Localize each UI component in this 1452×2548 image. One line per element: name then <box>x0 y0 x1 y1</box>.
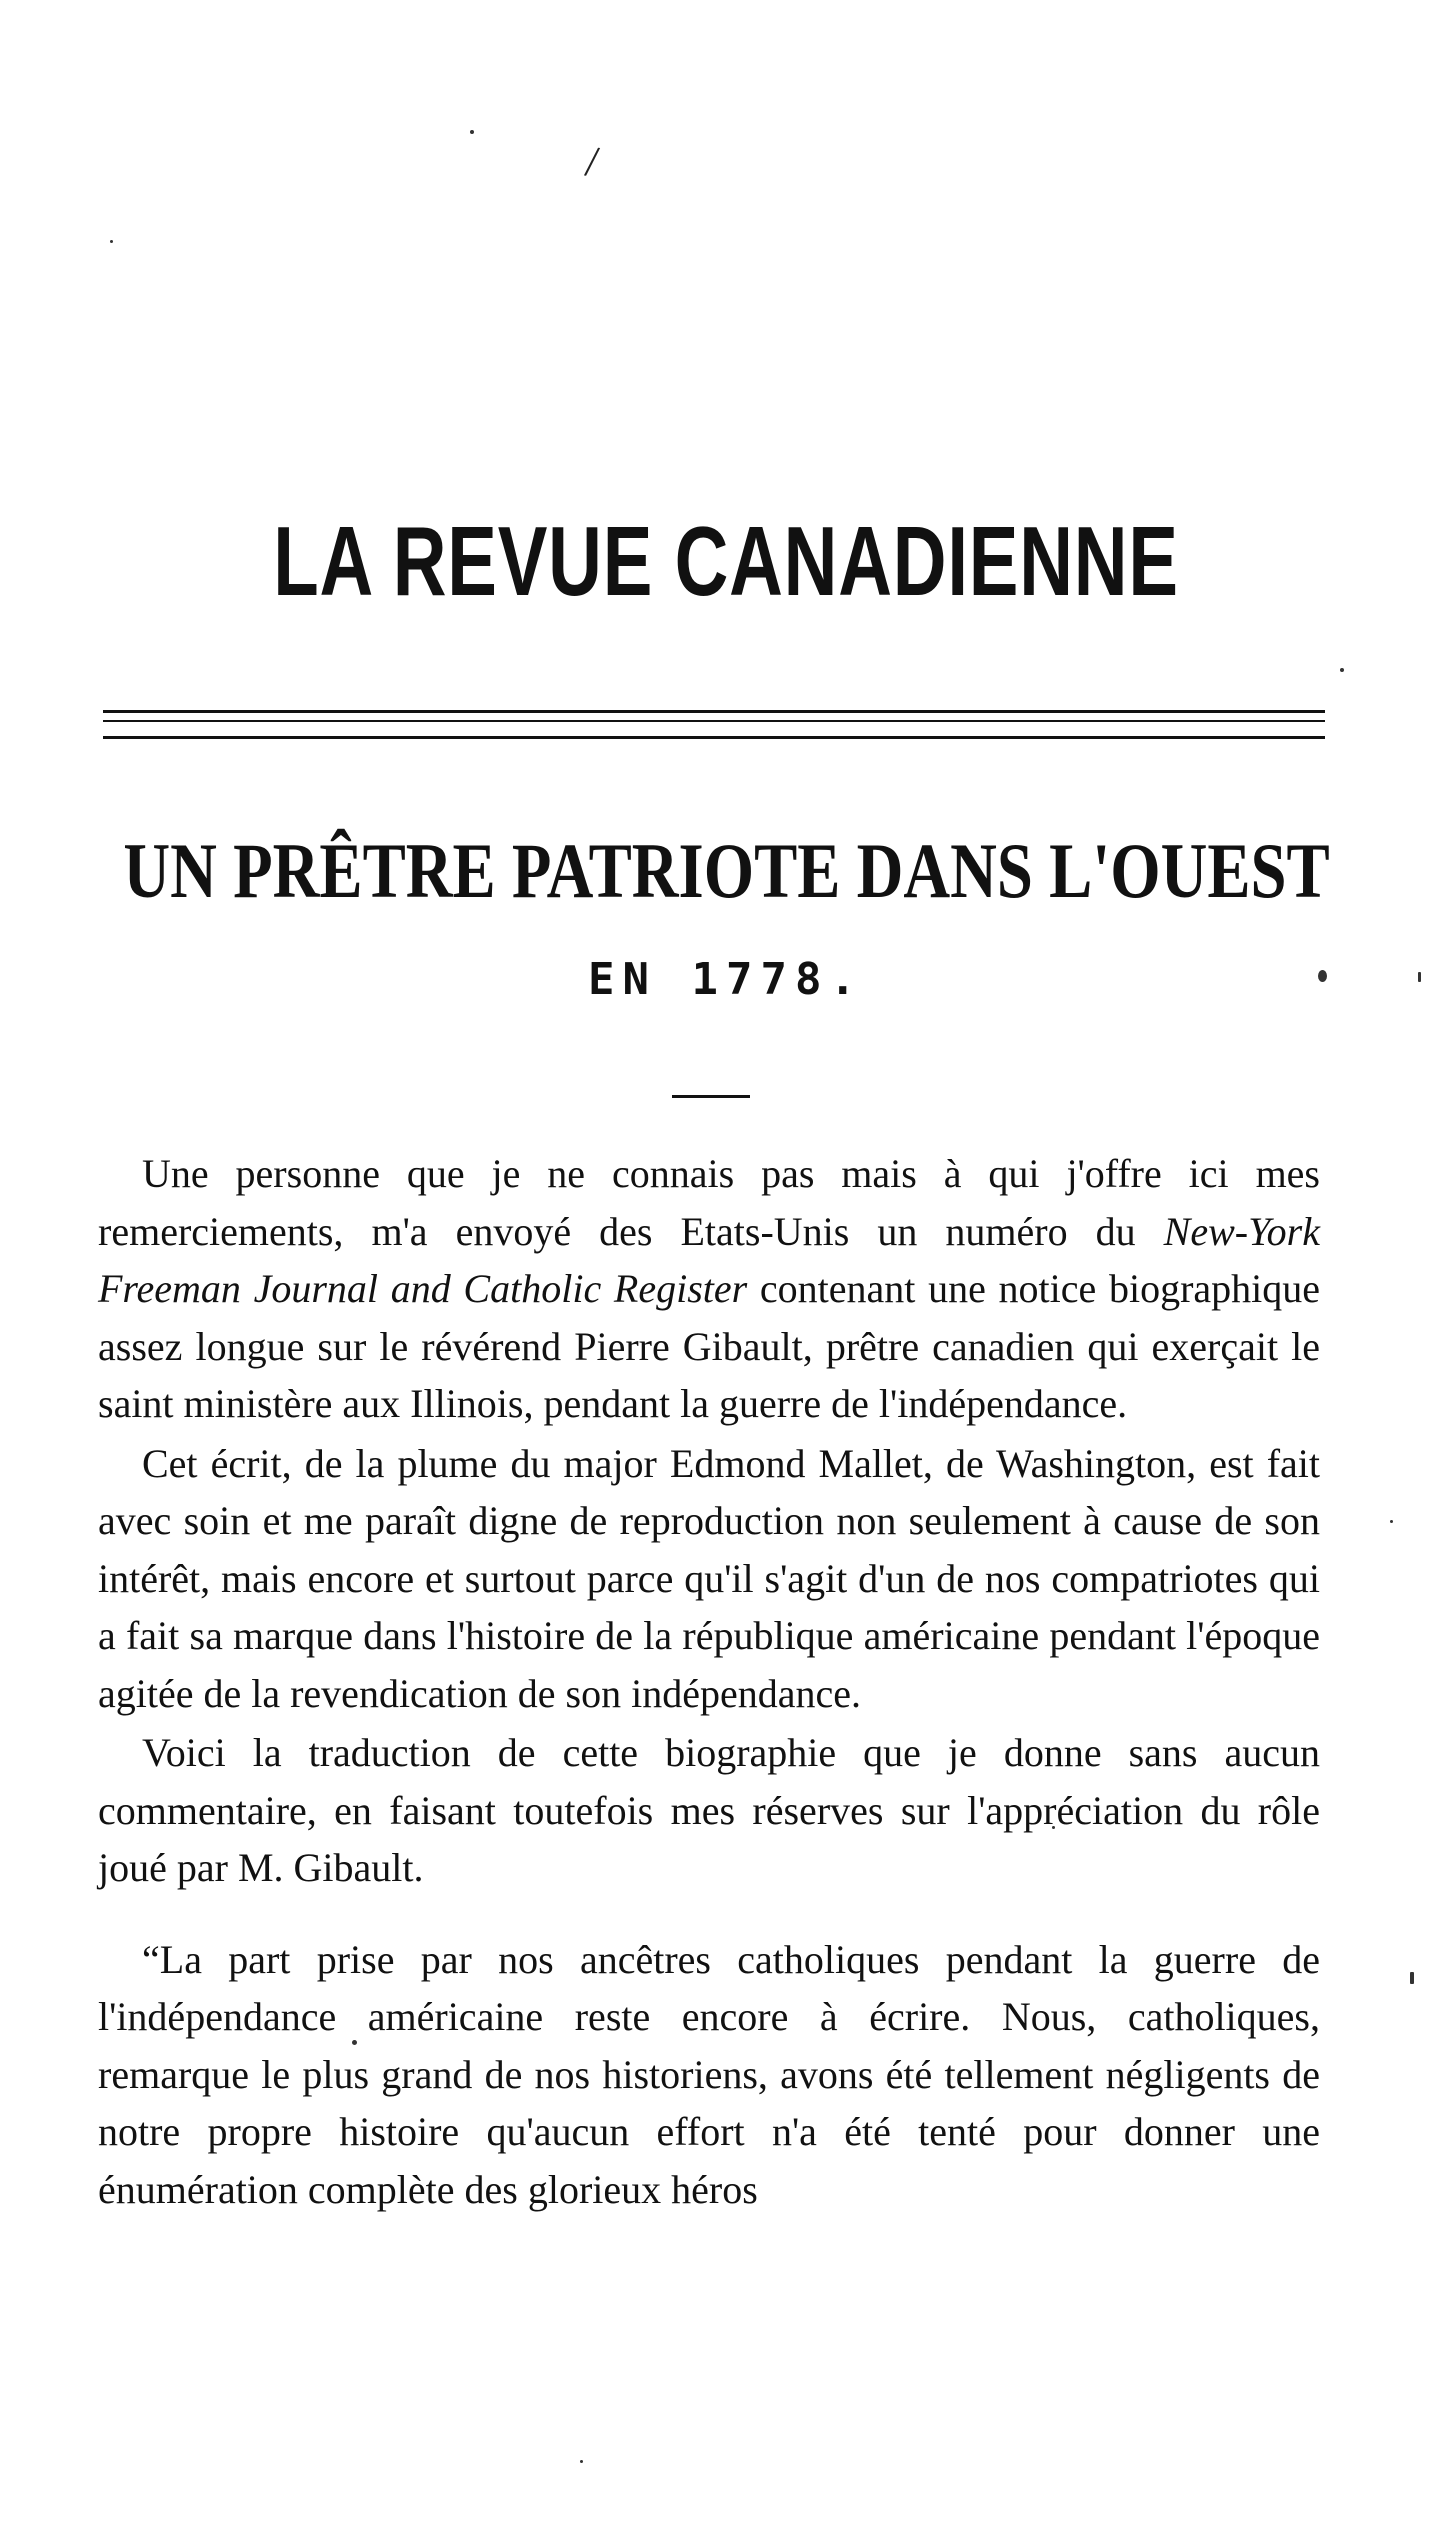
paragraph-text: Une personne que je ne connais pas mais à qui j'offre ici mes remerciements, m'a envoyé des Etats-Unis un numéro du <box>98 1151 1320 1254</box>
ink-speck <box>470 130 474 134</box>
ink-speck <box>1410 1972 1414 1984</box>
ink-speck <box>1340 668 1344 672</box>
publication-name: New-York Freeman Journal and Catholic Register <box>98 1208 1320 1311</box>
paragraph <box>98 1145 1320 1433</box>
masthead-rule <box>103 720 1325 722</box>
masthead-rule <box>103 736 1325 739</box>
article-title: UN PRÊTRE PATRIOTE DANS L'OUEST <box>123 827 1330 914</box>
quoted-paragraph: “La part prise par nos ancêtres catholiques pendant la guerre de l'indépendance américaine reste encore à écrire. Nous, catholiques, remarque le plus grand de nos historiens, avons été tellement négligents de notre propre histoire qu'aucun effort n'a été tenté pour donner une énumération complète des glorieux héros <box>98 1936 1320 2212</box>
paragraph-text: contenant une notice biographique assez longue sur le révérend Pierre Gibault, prêtre canadien qui exerçait le saint ministère aux Illinois, pendant la guerre de l'indépendance. <box>98 1266 1321 1426</box>
article-body <box>98 1145 1320 2218</box>
masthead-rule <box>103 710 1325 713</box>
article-subtitle: EN 1778. <box>588 954 864 1005</box>
stray-pen-stroke: / <box>582 136 602 187</box>
paragraph: Voici la traduction de cette biographie que je donne sans aucun commentaire, en faisant toutefois mes réserves sur l'appréciation du rôle joué par M. Gibault. <box>98 1730 1320 1890</box>
section-divider <box>672 1095 750 1098</box>
paragraph: Cet écrit, de la plume du major Edmond Mallet, de Washington, est fait avec soin et me paraît digne de reproduction non seulement à cause de son intérêt, mais encore et surtout parce qu'il s'agit d'un de nos compatriotes qui a fait sa marque dans l'histoire de la république américaine pendant l'époque agitée de la revendication de son indépendance. <box>98 1440 1320 1716</box>
ink-speck <box>580 2460 583 2463</box>
ink-speck <box>110 240 113 243</box>
journal-title: LA REVUE CANADIENNE <box>273 506 1179 616</box>
ink-speck <box>1390 1520 1393 1523</box>
